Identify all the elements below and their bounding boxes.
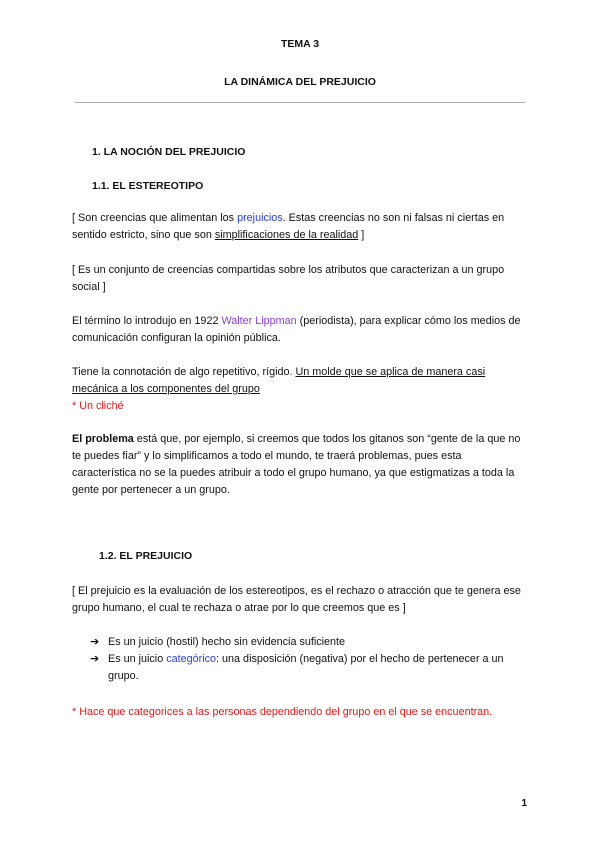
- lippman-paragraph: [72, 313, 528, 347]
- title-divider: [75, 102, 525, 103]
- text-segment: : una disposición (negativa) por el hecho de pertenecer a un grupo.: [108, 653, 504, 682]
- list-item: [90, 651, 528, 685]
- text-segment: Es un juicio (hostil) hecho sin evidencia suficiente: [108, 636, 346, 648]
- prejuicios-link[interactable]: prejuicios: [237, 212, 283, 224]
- section-1-2-heading: 1.2. EL PREJUICIO: [99, 550, 193, 562]
- categorico-link[interactable]: categórico: [166, 653, 217, 665]
- tema-label: TEMA 3: [280, 38, 320, 50]
- list-item: [90, 634, 528, 651]
- text-segment: [ Son creencias que alimentan los: [72, 212, 238, 224]
- cliche-note: * Un cliché: [72, 400, 124, 412]
- text-segment: . Estas creencias no son ni falsas ni ciertas en sentido estricto, sino que son: [72, 212, 505, 241]
- text-segment: (periodista), para explicar cómo los medios de comunicación configuran la opinión pública.: [72, 315, 521, 344]
- list-item-text: [108, 651, 528, 685]
- text-segment: Es un juicio: [108, 653, 167, 665]
- categorize-note: * Hace que categorices a las personas dependiendo del grupo en el que se encuentran.: [72, 706, 493, 718]
- arrow-bullet-icon: ➔: [90, 636, 100, 648]
- problem-paragraph: [72, 431, 528, 499]
- list-item-text: [108, 634, 345, 651]
- walter-lippman-link[interactable]: Walter Lippman: [221, 315, 297, 327]
- page-number: 1: [521, 798, 527, 809]
- bold-text: El problema: [72, 433, 134, 445]
- section-1-heading: 1. LA NOCIÓN DEL PREJUICIO: [92, 146, 246, 158]
- connotation-paragraph: [72, 364, 528, 398]
- arrow-bullet-icon: ➔: [90, 653, 100, 665]
- text-segment: ]: [358, 229, 365, 241]
- prejudice-definition: [ El prejuicio es la evaluación de los estereotipos, es el rechazo o atracción que te genera ese grupo humano, el cual te rechaza o atrae por lo que creemos que es ]: [72, 585, 521, 614]
- text-segment: Tiene la connotación de algo repetitivo, rígido.: [72, 366, 296, 378]
- underlined-text: simplificaciones de la realidad: [214, 229, 359, 241]
- text-segment: está que, por ejemplo, si creemos que todos los gitanos son “gente de la que no te puedes fiar” y lo simplificamos a todo el mundo, te traerá problemas, pues esta característica no se la puedes atribuir a todo el grupo humano, ya que estigmatizas a toda la gente por pertenecer a un grupo.: [72, 433, 521, 496]
- document-title: LA DINÁMICA DEL PREJUICIO: [224, 76, 376, 88]
- stereotype-definition-2: [ Es un conjunto de creencias compartidas sobre los atributos que caracterizan a un grupo social ]: [72, 264, 505, 293]
- text-segment: El término lo introdujo en 1922: [72, 315, 222, 327]
- stereotype-definition-1: [72, 210, 528, 244]
- section-1-1-heading: 1.1. EL ESTEREOTIPO: [92, 180, 204, 192]
- underlined-text: Un molde que se aplica de manera casi mecánica a los componentes del grupo: [72, 366, 486, 395]
